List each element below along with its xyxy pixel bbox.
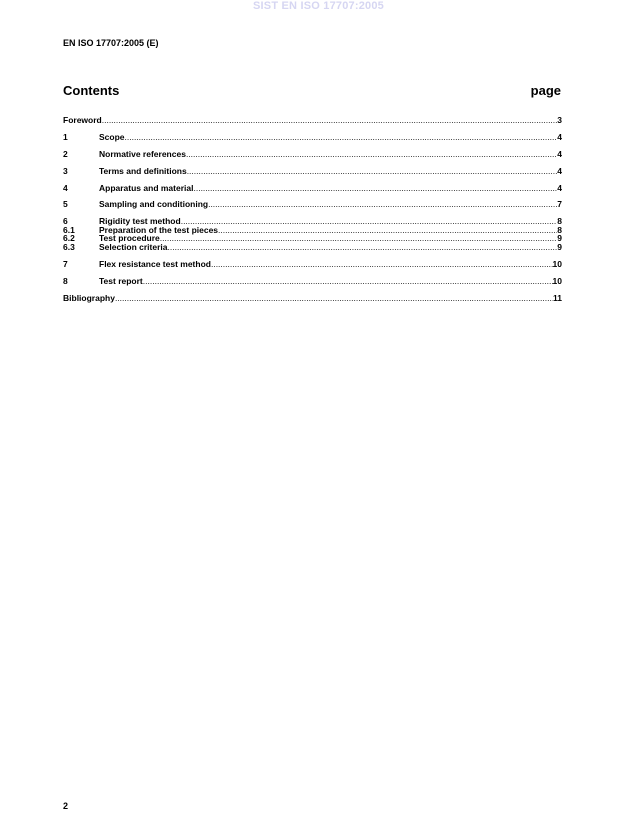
toc-leader-dots: [186, 150, 557, 159]
page-column-label: page: [530, 83, 561, 98]
toc-leader-dots: [187, 167, 558, 176]
toc-leader-dots: [181, 217, 558, 226]
toc-entry-test-report[interactable]: [63, 277, 562, 286]
toc-entry-number: 3: [63, 165, 68, 176]
toc-leader-dots: [218, 226, 557, 235]
toc-entry-page: 10: [552, 275, 562, 286]
toc-entry-title: Bibliography: [63, 292, 115, 303]
toc-entry-normative-references[interactable]: [63, 150, 562, 159]
toc-entry-title: Selection criteria: [99, 241, 168, 252]
toc-entry-page: 9: [557, 241, 562, 252]
toc-entry-page: 4: [557, 182, 562, 193]
toc-entry-title: Apparatus and material: [99, 182, 194, 193]
toc-entry-title: Scope: [99, 131, 125, 142]
document-id: EN ISO 17707:2005 (E): [63, 38, 159, 48]
toc-entry-apparatus-and-material[interactable]: [63, 184, 562, 193]
toc-entry-sampling-and-conditioning[interactable]: [63, 200, 562, 209]
toc-leader-dots: [193, 184, 557, 193]
toc-entry-selection-criteria[interactable]: [63, 243, 562, 252]
toc-leader-dots: [160, 234, 557, 243]
toc-entry-page: 4: [557, 165, 562, 176]
toc-leader-dots: [208, 200, 557, 209]
toc-leader-dots: [102, 116, 558, 125]
toc-entry-title: Terms and definitions: [99, 165, 187, 176]
toc-entry-title: Foreword: [63, 115, 102, 125]
toc-entry-title: Rigidity test method: [99, 216, 181, 227]
toc-entry-page: 7: [557, 199, 562, 210]
toc-entry-page: 4: [557, 131, 562, 142]
toc-entry-title: Preparation of the test pieces: [99, 224, 219, 235]
contents-heading: [63, 83, 561, 101]
toc-entry-page: 10: [552, 258, 562, 269]
toc-entry-number: 6.3: [63, 241, 75, 252]
toc-entry-terms-and-definitions[interactable]: [63, 167, 562, 176]
toc-entry-title: Test procedure: [99, 233, 160, 244]
toc-entry-number: 4: [63, 182, 68, 193]
toc-entry-page: 11: [553, 292, 562, 303]
toc-leader-dots: [168, 243, 558, 252]
toc-entry-flex-resistance-test-method[interactable]: [63, 260, 562, 269]
toc-leader-dots: [115, 294, 553, 303]
toc-entry-page: 8: [557, 224, 562, 235]
toc-leader-dots: [211, 260, 553, 269]
toc-entry-number: 2: [63, 148, 68, 159]
toc-entry-title: Flex resistance test method: [99, 258, 211, 269]
toc-entry-page: 8: [557, 216, 562, 227]
toc-entry-page: 3: [557, 115, 562, 125]
toc-entry-number: 6.2: [63, 233, 75, 244]
toc-entry-title: Test report: [99, 275, 143, 286]
toc-entry-page: 4: [557, 148, 562, 159]
toc-entry-number: 7: [63, 258, 68, 269]
toc-entry-title: Normative references: [99, 148, 186, 159]
toc-entry-title: Sampling and conditioning: [99, 199, 209, 210]
contents-title: Contents: [63, 83, 120, 98]
toc-entry-number: 5: [63, 199, 68, 210]
toc-entry-number: 1: [63, 131, 68, 142]
table-of-contents: [63, 116, 562, 302]
page-number: 2: [63, 801, 69, 811]
toc-entry-number: 6.1: [63, 224, 75, 235]
toc-leader-dots: [125, 133, 558, 142]
toc-leader-dots: [143, 277, 553, 286]
toc-entry-number: 8: [63, 275, 68, 286]
toc-entry-foreword[interactable]: [63, 116, 562, 125]
watermark: SIST EN ISO 17707:2005: [253, 0, 384, 12]
toc-entry-scope[interactable]: [63, 133, 562, 142]
toc-entry-page: 9: [557, 233, 562, 244]
toc-entry-number: 6: [63, 216, 68, 227]
toc-entry-bibliography[interactable]: [63, 294, 562, 303]
